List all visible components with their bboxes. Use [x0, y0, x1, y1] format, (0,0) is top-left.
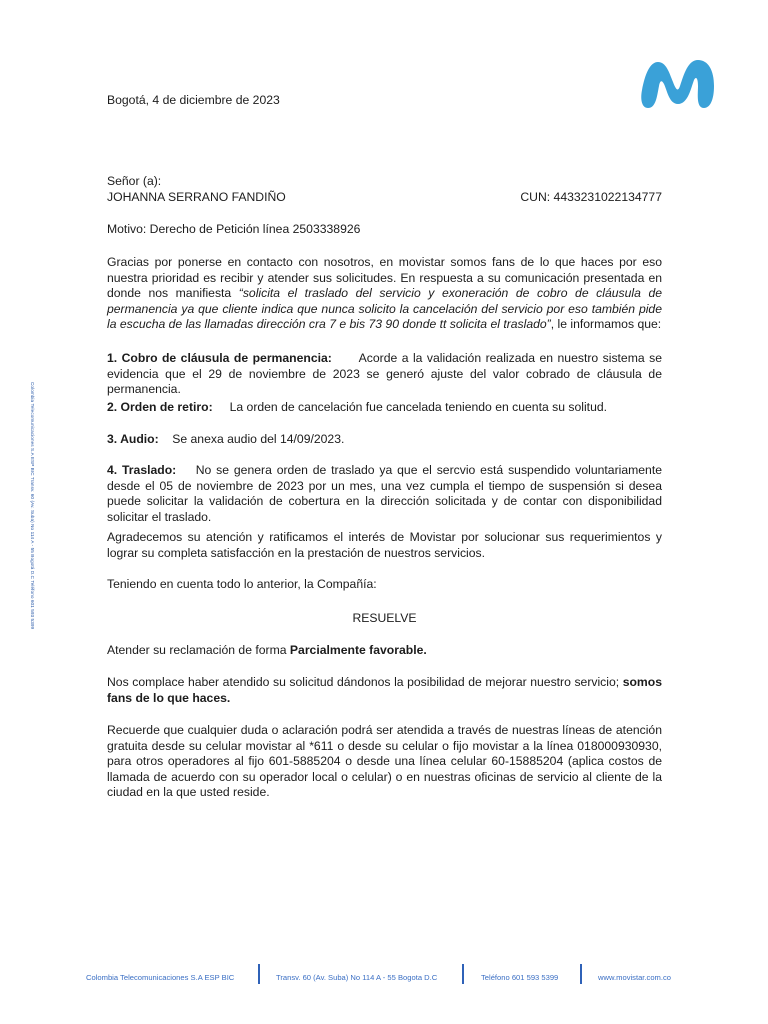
decision-text: Atender su reclamación de forma	[107, 643, 290, 657]
side-company-info: Colombia Telecomunicaciones S.A ESP BIC Transv. 60 (Av. Suba) No 114 A - 55 Bogotá D.C Teléfono 601 593 5399	[30, 382, 35, 630]
recipient-row	[107, 190, 662, 206]
item-text: La orden de cancelación fue cancelada teniendo en cuenta su solitud.	[229, 400, 608, 414]
intro-quote: “solicita el traslado del servicio y exoneración de cobro de cláusula de permanencia ya que cliente indica que nunca solicito la cancelación del servicio por eso también pide la escucha de las llamadas dirección cra 7 e bis 73 90 donde tt solicita el traslado”	[107, 286, 662, 331]
footer-phone: Teléfono 601 593 5399	[481, 973, 559, 982]
motivo-line: Motivo: Derecho de Petición línea 2503338926	[107, 222, 361, 236]
item-2	[107, 400, 662, 416]
cun-number: CUN: 4433231022134777	[520, 189, 662, 204]
footer-separator	[258, 964, 260, 984]
item-text: No se genera orden de traslado ya que el sercvio está suspendido voluntariamente desde el 05 de noviembre de 2023 por un mes, una vez cumpla el tiempo de suspensión si desea puede solicitar la validación de cobertura en la dirección solicitada y de contar con disponibilidad solicitar el traslado.	[107, 463, 663, 524]
considering-line: Teniendo en cuenta todo lo anterior, la Compañía:	[107, 577, 377, 591]
contact-paragraph: Recuerde que cualquier duda o aclaración podrá ser atendida a través de nuestras líneas de atención gratuita desde su celular movistar al *611 o desde su celular o fijo movistar a la línea 018000930930, para otros operadores al fijo 601-5885204 o desde una línea celular 60-15885204 (aplica costos de llamada de acuerdo con su operador local o celular) o en nuestras oficinas de servicio al cliente de la ciudad en la que usted reside.	[107, 723, 662, 799]
item-label: 3. Audio:	[107, 432, 159, 446]
salutation: Señor (a):	[107, 174, 162, 188]
item-label: 1. Cobro de cláusula de permanencia:	[107, 351, 332, 365]
item-4	[107, 463, 662, 525]
footer-address: Transv. 60 (Av. Suba) No 114 A - 55 Bogota D.C	[276, 973, 438, 982]
footer-website[interactable]: www.movistar.com.co	[598, 973, 672, 982]
letter-date: Bogotá, 4 de diciembre de 2023	[107, 93, 280, 107]
resolve-title: RESUELVE	[352, 611, 417, 625]
decision-result: Parcialmente favorable.	[289, 643, 427, 657]
item-text: Acorde a la validación realizada en nuestro sistema se evidencia que el 29 de noviembre de 2023 se generó ajuste del valor cobrado de cláusula de permanencia.	[107, 351, 662, 396]
footer-separator	[462, 964, 464, 984]
recipient-name: JOHANNA SERRANO FANDIÑO	[107, 189, 286, 204]
footer-company: Colombia Telecomunicaciones S.A ESP BIC	[86, 973, 235, 982]
intro-paragraph	[107, 255, 662, 333]
decision-line	[107, 643, 662, 659]
footer-separator	[580, 964, 582, 984]
recipient-block	[107, 174, 662, 205]
closing-paragraph	[107, 675, 662, 706]
intro-ending: , le informamos que:	[550, 317, 662, 331]
thanks-paragraph: Agradecemos su atención y ratificamos el interés de Movistar por solucionar sus requerimientos y lograr su completa satisfacción en la prestación de nuestros servicios.	[107, 530, 662, 560]
footer	[0, 964, 768, 986]
item-1	[107, 351, 662, 398]
closing-slogan: somos fans de lo que haces.	[107, 675, 662, 705]
intro-text: Gracias por ponerse en contacto con nosotros, en movistar somos fans de lo que haces por eso nuestra prioridad es recibir y atender sus solicitudes. En respuesta a su comunicación presentada en donde nos manifiesta	[107, 255, 662, 300]
item-label: 2. Orden de retiro:	[107, 400, 213, 414]
item-3	[107, 432, 662, 448]
closing-text: Nos complace haber atendido su solicitud dándonos la posibilidad de mejorar nuestro servicio;	[107, 675, 623, 689]
item-text: Se anexa audio del 14/09/2023.	[172, 432, 345, 446]
item-label: 4. Traslado:	[107, 463, 177, 477]
